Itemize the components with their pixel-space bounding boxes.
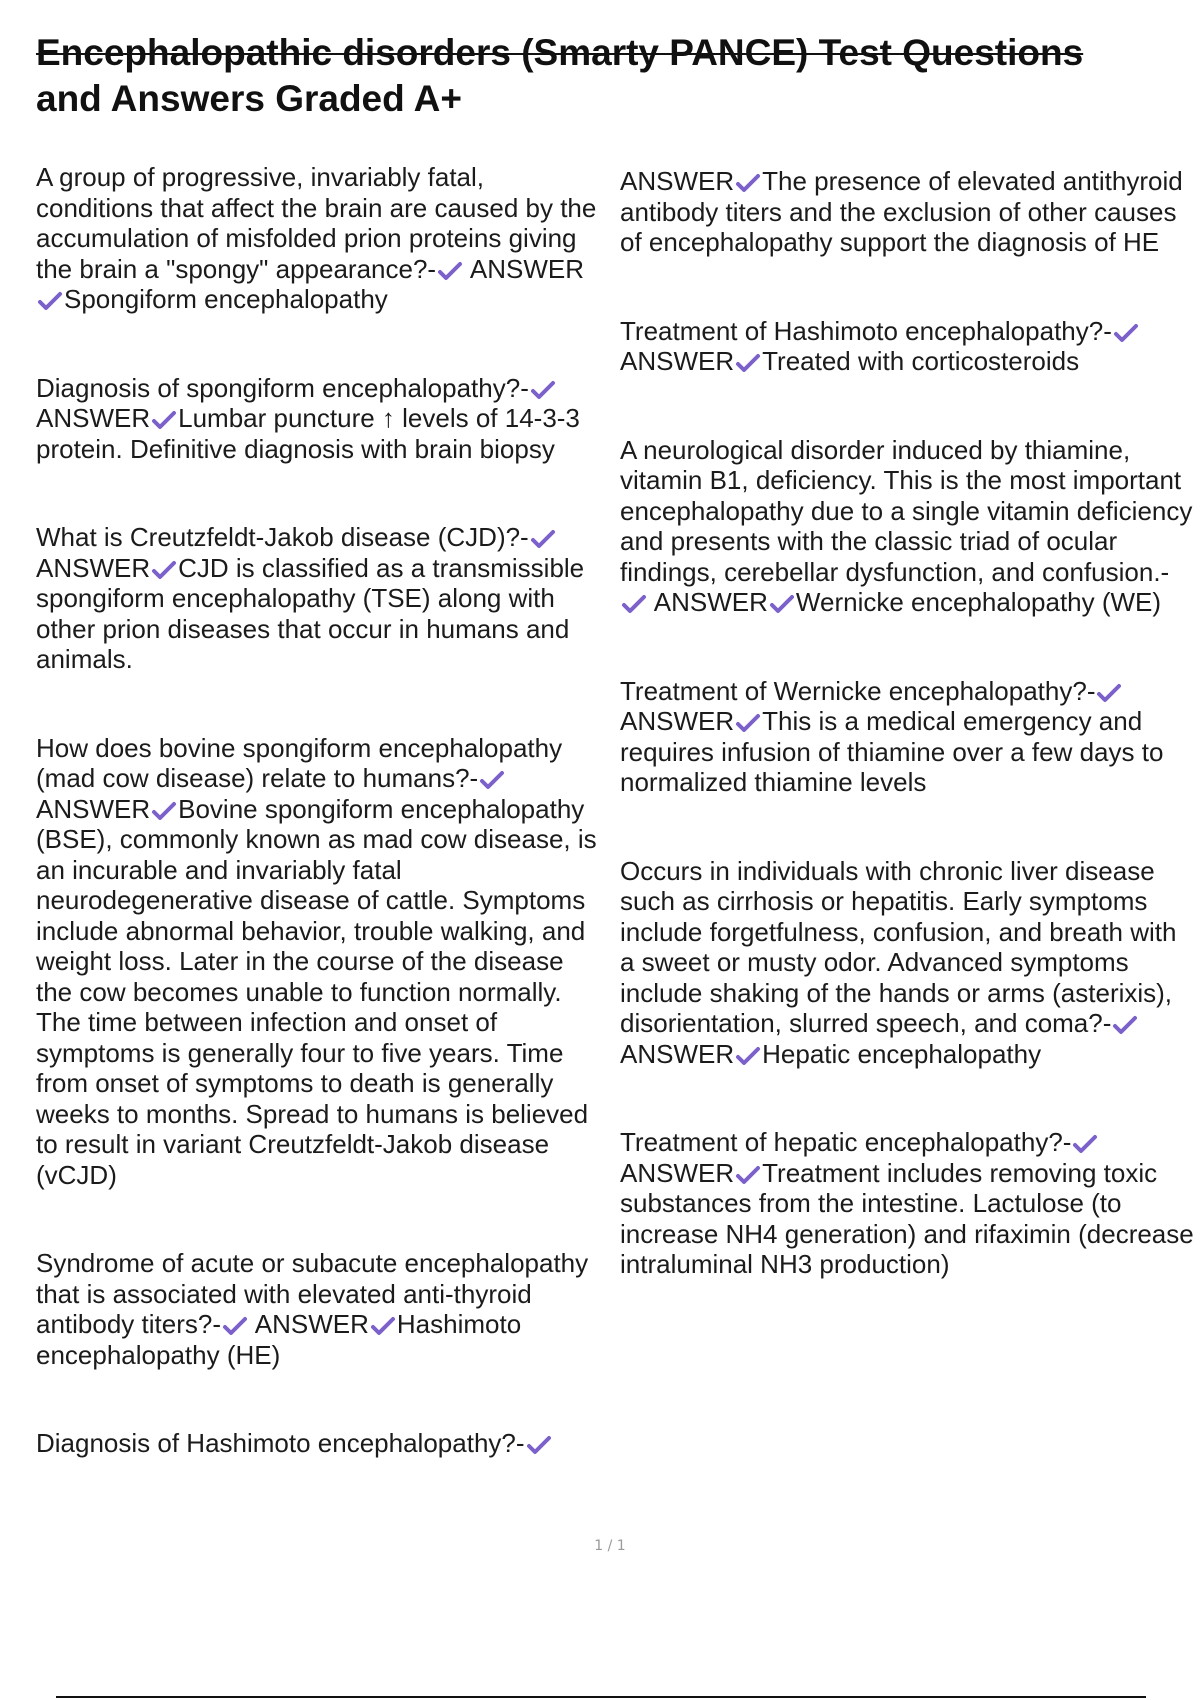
answer-text: Wernicke encephalopathy (WE)	[795, 587, 1162, 617]
title-line-2: and Answers Graded A+	[36, 78, 462, 119]
answer-label: ANSWER	[36, 552, 151, 583]
question-text: How does bovine spongiform encephalopathy (mad cow disease) relate to humans?-	[36, 732, 563, 793]
title-line-1: Encephalopathic disorders (Smarty PANCE) Test Questions	[36, 32, 1084, 73]
answer-label: ANSWER	[620, 1157, 735, 1188]
check-icon	[735, 1165, 761, 1185]
check-icon	[735, 173, 761, 193]
answer-label: ANSWER	[36, 793, 151, 824]
answer-text: The presence of elevated antithyroid antibody titers and the exclusion of other causes of encephalopathy support the diagnosis of HE	[620, 166, 1183, 257]
answer-label: ANSWER	[653, 587, 768, 617]
question-text: Occurs in individuals with chronic liver disease such as cirrhosis or hepatitis. Early symptoms include forgetfulness, confusion, and breath with a sweet or musty odor. Advanced symptoms include shaking of the hands or arms (asterixis), disorientation, slurred speech, and coma?-	[620, 855, 1177, 1038]
question-text: Diagnosis of spongiform encephalopathy?-	[36, 372, 529, 403]
check-icon	[151, 560, 177, 580]
check-icon	[1096, 683, 1122, 703]
answer-label: ANSWER	[36, 403, 151, 433]
question-text: What is Creutzfeldt-Jakob disease (CJD)?-	[36, 522, 529, 552]
answer-label: ANSWER	[620, 166, 735, 196]
answer-label: ANSWER	[254, 1309, 369, 1339]
qa-item	[36, 733, 606, 1191]
answer-text: CJD is classified as a transmissible spongiform encephalopathy (TSE) along with other prion diseases that occur in humans and animals.	[36, 552, 585, 674]
qa-item	[36, 522, 606, 675]
answer-text: Treatment includes removing toxic substances from the intestine. Lactulose (to increase NH4 generation) and rifaximin (decrease intraluminal NH3 production)	[620, 1157, 1194, 1279]
check-icon	[530, 529, 556, 549]
answer-text: Hashimoto encephalopathy (HE)	[36, 1309, 522, 1370]
check-icon	[151, 410, 177, 430]
qa-item	[36, 1248, 606, 1370]
answer-label: ANSWER	[620, 346, 735, 376]
answer-text: Spongiform encephalopathy	[64, 284, 388, 314]
answer-text: Hepatic encephalopathy	[762, 1038, 1042, 1069]
answer-label: ANSWER	[469, 253, 584, 284]
check-icon	[37, 291, 63, 311]
check-icon	[530, 380, 556, 400]
check-icon	[735, 353, 761, 373]
page-number: 1 / 1	[594, 1538, 626, 1554]
check-icon	[735, 713, 761, 733]
check-icon	[437, 261, 463, 281]
check-icon	[479, 770, 505, 790]
answer-text: Lumbar puncture ↑ levels of 14-3-3 protein. Definitive diagnosis with brain biopsy	[36, 403, 580, 464]
answer-text: Bovine spongiform encephalopathy (BSE), commonly known as mad cow disease, is an incurable and invariably fatal neurodegenerative disease of cattle. Symptoms include abnormal behavior, trouble walking, and weight loss. Later in the course of the disease the cow becomes unable to function normally. The time between infection and onset of symptoms is generally four to five years. Time from onset of symptoms to death is generally weeks to months. Spread to humans is believed to result in variant Creutzfeldt-Jakob disease (vCJD)	[36, 793, 597, 1190]
answer-text: Treated with corticosteroids	[762, 346, 1080, 376]
check-icon	[769, 594, 795, 614]
page-divider	[56, 1696, 1146, 1698]
answer-text: This is a medical emergency and requires infusion of thiamine over a few days to normalized thiamine levels	[620, 706, 1164, 797]
right-column	[620, 166, 1194, 1280]
answer-label: ANSWER	[620, 1038, 735, 1069]
question-text: A group of progressive, invariably fatal, conditions that affect the brain are caused by the accumulation of misfolded prion proteins giving the brain a "spongy" appearance?-	[36, 162, 597, 284]
qa-item	[620, 1127, 1194, 1280]
qa-item	[36, 162, 606, 315]
qa-item	[620, 435, 1194, 618]
check-icon	[370, 1316, 396, 1336]
question-text: Syndrome of acute or subacute encephalopathy that is associated with elevated anti-thyroid antibody titers?-	[36, 1248, 589, 1339]
check-icon	[151, 801, 177, 821]
qa-item	[36, 1428, 606, 1459]
check-icon	[222, 1316, 248, 1336]
check-icon	[735, 1046, 761, 1066]
qa-item	[620, 316, 1194, 377]
check-icon	[1072, 1134, 1098, 1154]
check-icon	[621, 594, 647, 614]
qa-item	[620, 676, 1194, 798]
left-column	[36, 162, 606, 1459]
answer-label: ANSWER	[620, 706, 735, 736]
check-icon	[526, 1435, 552, 1455]
check-icon	[1112, 1015, 1138, 1035]
document-title	[36, 30, 1166, 122]
question-text: A neurological disorder induced by thiamine, vitamin B1, deficiency. This is the most important encephalopathy due to a single vitamin deficiency and presents with the classic triad of ocular findings, cerebellar dysfunction, and confusion.-	[620, 434, 1193, 587]
qa-item	[36, 373, 606, 465]
check-icon	[1113, 323, 1139, 343]
question-text: Treatment of Hashimoto encephalopathy?-	[620, 315, 1112, 346]
question-text: Treatment of Wernicke encephalopathy?-	[620, 675, 1096, 706]
qa-item	[620, 856, 1194, 1070]
question-text: Treatment of hepatic encephalopathy?-	[620, 1127, 1072, 1157]
qa-item	[620, 166, 1194, 258]
question-text: Diagnosis of Hashimoto encephalopathy?-	[36, 1428, 525, 1458]
